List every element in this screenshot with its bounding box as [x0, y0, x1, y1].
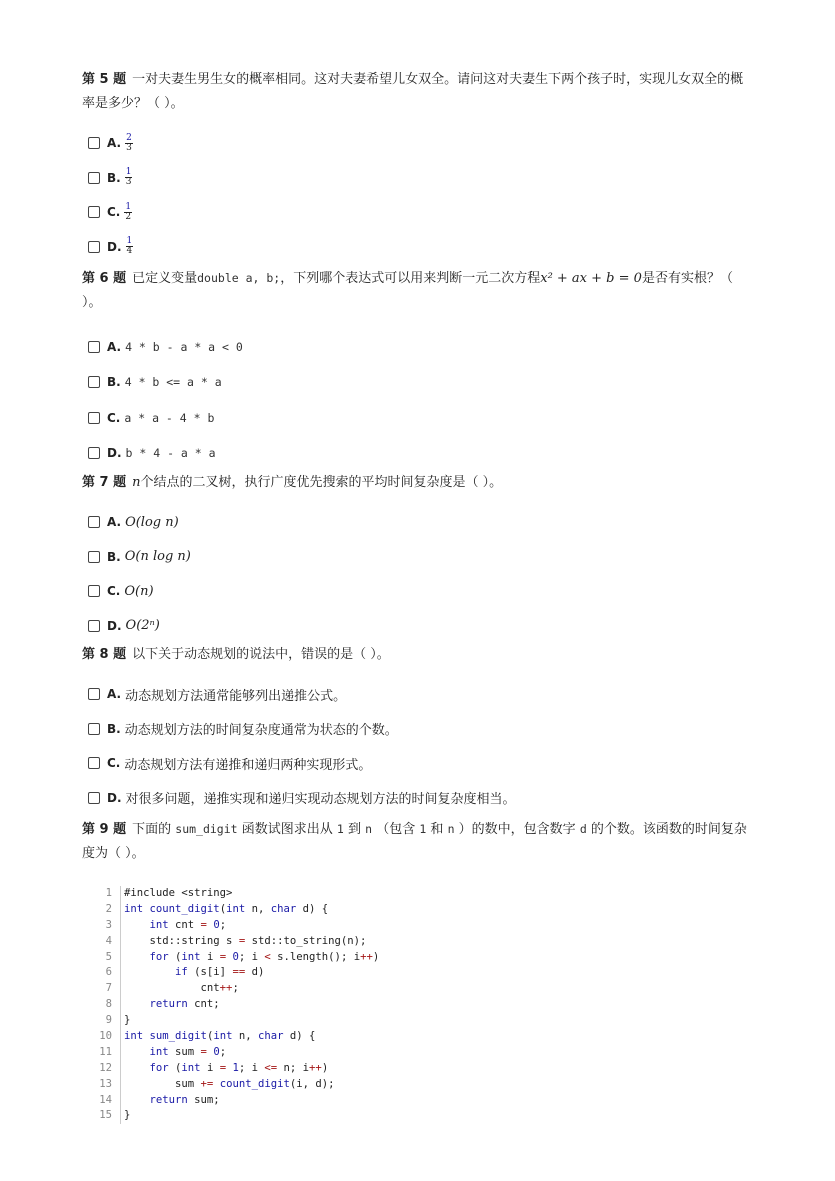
option-6c[interactable]	[82, 400, 754, 436]
code-text: return sum;	[120, 1093, 220, 1109]
option-label: A.	[107, 136, 122, 151]
question-text: 是否有实根？（ ）。	[82, 271, 733, 310]
code-line	[82, 1061, 412, 1077]
question-text: 个结点的二叉树，执行广度优先搜索的平均时间复杂度是（ ）。	[140, 475, 503, 490]
code-line	[82, 965, 412, 981]
code-block	[82, 886, 412, 1124]
code-line	[82, 934, 412, 950]
code-line	[82, 902, 412, 918]
line-number: 4	[105, 934, 112, 947]
checkbox[interactable]	[88, 376, 100, 388]
question-number: 第 5 题	[82, 72, 127, 87]
option-label: A.	[107, 339, 122, 354]
line-number: 15	[99, 1109, 112, 1122]
option-7c[interactable]	[82, 574, 754, 609]
line-number: 14	[99, 1093, 112, 1106]
option-label: C.	[107, 205, 121, 220]
line-number: 9	[105, 1014, 112, 1027]
checkbox[interactable]	[88, 516, 100, 528]
checkbox[interactable]	[88, 172, 100, 184]
fraction: $\frac{2}{3}$	[126, 132, 132, 153]
option-label: A.	[107, 515, 122, 530]
question-6	[82, 266, 754, 315]
option-5b[interactable]	[82, 161, 754, 196]
question-9: 第 9 题 下面的 sum_digit 函数试图求出从 1 到 n （包含 1 和 n ）的数中，包含数字 d 的个数。该函数的时间复杂度为（ ）。	[82, 822, 747, 861]
code-line	[82, 950, 412, 966]
checkbox[interactable]	[88, 792, 100, 804]
fraction: $\frac{1}{2}$	[125, 201, 132, 222]
option-label: D.	[107, 618, 122, 633]
option-6d[interactable]	[82, 436, 754, 472]
line-number: 12	[99, 1061, 112, 1074]
question-number: 第 9 题	[82, 822, 127, 837]
option-label: C.	[107, 584, 121, 599]
option-text: 动态规划方法通常能够列出递推公式。	[125, 688, 347, 704]
fraction: $\frac{1}{4}$	[126, 236, 133, 257]
line-number: 11	[99, 1045, 112, 1058]
option-code: 4 * b - a * a < 0	[125, 339, 243, 354]
checkbox[interactable]	[88, 551, 100, 563]
code-text: for (int i = 0; i < s.length(); i++)	[120, 950, 379, 966]
option-6a[interactable]	[82, 329, 754, 365]
code-line	[82, 1013, 412, 1029]
line-number: 6	[105, 966, 112, 979]
equation: x² + ax + b = 0	[540, 271, 642, 286]
option-label: A.	[107, 687, 122, 702]
option-label: B.	[107, 170, 121, 185]
code-text: cnt++;	[120, 981, 239, 997]
option-5a[interactable]	[82, 126, 754, 161]
question-number: 第 8 题	[82, 647, 127, 662]
question-text: 已定义变量	[132, 271, 198, 286]
question-number: 第 7 题	[82, 475, 127, 490]
checkbox[interactable]	[88, 688, 100, 700]
exam-page	[82, 68, 754, 1124]
line-number: 7	[105, 982, 112, 995]
code-line	[82, 981, 412, 997]
option-text: 对很多问题，递推实现和递归实现动态规划方法的时间复杂度相当。	[125, 792, 516, 808]
checkbox[interactable]	[88, 723, 100, 735]
option-code: 4 * b <= a * a	[124, 375, 222, 390]
checkbox[interactable]	[88, 620, 100, 632]
code-line	[82, 918, 412, 934]
option-5c[interactable]	[82, 195, 754, 230]
code-text: int sum_digit(int n, char d) {	[120, 1029, 315, 1045]
checkbox[interactable]	[88, 137, 100, 149]
option-label: D.	[107, 239, 122, 254]
question-8	[82, 643, 754, 667]
code-text: std::string s = std::to_string(n);	[120, 934, 366, 950]
code-line	[82, 1045, 412, 1061]
checkbox[interactable]	[88, 241, 100, 253]
code-text: int sum = 0;	[120, 1045, 226, 1061]
option-math: O(log n)	[125, 514, 179, 530]
checkbox[interactable]	[88, 757, 100, 769]
line-number: 2	[105, 902, 112, 915]
option-7b[interactable]	[82, 540, 754, 575]
question-5	[82, 68, 754, 116]
option-label: B.	[107, 549, 121, 564]
option-8d[interactable]	[82, 781, 754, 816]
option-text: 动态规划方法有递推和递归两种实现形式。	[124, 757, 372, 773]
option-math: O(n log n)	[124, 549, 191, 565]
checkbox[interactable]	[88, 412, 100, 424]
code-line	[82, 1029, 412, 1045]
option-8c[interactable]	[82, 746, 754, 781]
option-8b[interactable]	[82, 712, 754, 747]
variable: n	[132, 475, 141, 490]
option-code: a * a - 4 * b	[124, 410, 215, 425]
line-number: 8	[105, 998, 112, 1011]
inline-code: double a, b;	[197, 271, 281, 285]
code-line	[82, 1108, 412, 1124]
question-text: 以下关于动态规划的说法中，错误的是（ ）。	[132, 647, 390, 662]
option-6b[interactable]	[82, 365, 754, 401]
fraction: $\frac{1}{3}$	[125, 167, 132, 188]
option-label: B.	[107, 721, 121, 736]
code-line	[82, 997, 412, 1013]
option-7a[interactable]	[82, 505, 754, 540]
code-line	[82, 1077, 412, 1093]
code-text: if (s[i] == d)	[120, 965, 264, 981]
code-text: #include <string>	[120, 886, 232, 902]
checkbox[interactable]	[88, 341, 100, 353]
option-math: O(n)	[124, 583, 154, 599]
line-number: 3	[105, 918, 112, 931]
code-line	[82, 1093, 412, 1109]
checkbox[interactable]	[88, 447, 100, 459]
code-text: int cnt = 0;	[120, 918, 226, 934]
code-line	[82, 886, 412, 902]
option-label: C.	[107, 410, 121, 425]
option-label: D.	[107, 446, 122, 461]
code-text: }	[120, 1108, 130, 1124]
line-number: 5	[105, 950, 112, 963]
question-text: ，下列哪个表达式可以用来判断一元二次方程	[280, 271, 541, 286]
option-label: B.	[107, 375, 121, 390]
line-number: 1	[105, 887, 112, 899]
option-8a[interactable]	[82, 677, 754, 712]
option-math: O(2ⁿ)	[125, 618, 160, 634]
code-text: int count_digit(int n, char d) {	[120, 902, 328, 918]
question-7	[82, 471, 754, 495]
option-7d[interactable]	[82, 609, 754, 644]
line-number: 13	[99, 1077, 112, 1090]
line-number: 10	[99, 1030, 112, 1043]
code-text: for (int i = 1; i <= n; i++)	[120, 1061, 328, 1077]
code-text: }	[120, 1013, 130, 1029]
question-text: 一对夫妻生男生女的概率相同。这对夫妻希望儿女双全。请问这对夫妻生下两个孩子时，实现儿女双全的概率是多少？（ ）。	[82, 72, 744, 111]
option-5d[interactable]	[82, 230, 754, 265]
question-number: 第 6 题	[82, 271, 127, 286]
option-code: b * 4 - a * a	[125, 446, 216, 461]
code-text: sum += count_digit(i, d);	[120, 1077, 335, 1093]
checkbox[interactable]	[88, 585, 100, 597]
checkbox[interactable]	[88, 206, 100, 218]
option-text: 动态规划方法的时间复杂度通常为状态的个数。	[124, 723, 398, 739]
code-text: return cnt;	[120, 997, 220, 1013]
option-label: C.	[107, 756, 121, 771]
option-label: D.	[107, 790, 122, 805]
